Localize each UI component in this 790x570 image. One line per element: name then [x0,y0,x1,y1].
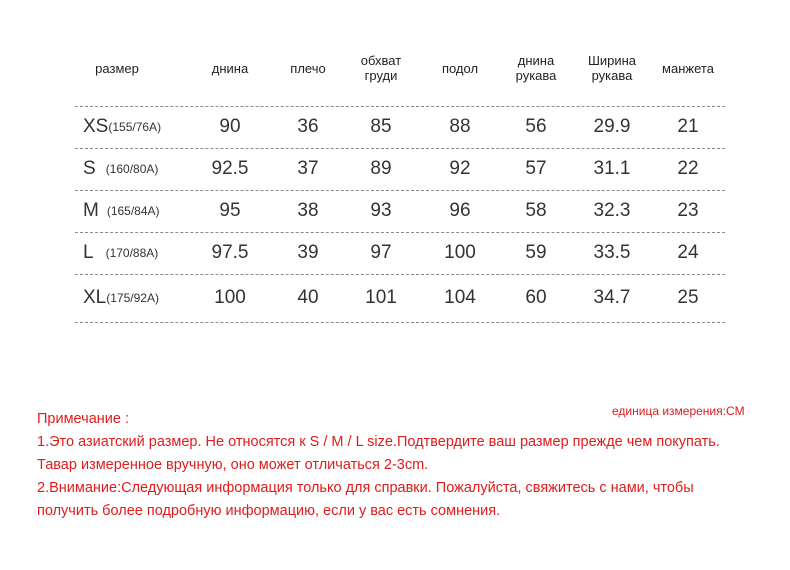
note-title: Примечание : [37,411,129,427]
size-name: XS [83,116,109,137]
size-code: (165/84A) [106,204,160,218]
note-line-3: 2.Внимание:Следующая информация только для справки. Пожалуйста, свяжитесь с нами, чтобы [37,480,694,496]
cell-chest: 93 [370,200,392,221]
table-row [75,190,725,232]
table-row [75,277,725,319]
size-name: XL [83,287,107,308]
cell-sleeve-width: 31.1 [593,158,631,179]
table-row [75,232,725,274]
cell-length: 92.5 [211,158,249,179]
cell-shoulder: 36 [297,116,319,137]
cell-cuff: 22 [677,158,699,179]
cell-sleeve-length: 59 [525,242,547,263]
note-line-4: получить более подробную информацию, если у вас есть сомнения. [37,503,501,519]
header-cuff: манжета [662,60,714,76]
cell-sleeve-width: 33.5 [593,242,631,263]
size-label [83,106,161,148]
cell-sleeve-length: 60 [525,287,547,308]
note-line-2: Тавар измеренное вручную, оно может отличаться 2-3cm. [37,457,429,473]
size-label [83,232,158,274]
unit-label: единица измерения:CM [612,404,745,418]
size-label [83,190,160,232]
cell-chest: 85 [370,116,392,137]
cell-sleeve-length: 57 [525,158,547,179]
table-header [75,45,725,91]
separator-line [75,274,725,275]
size-name: L [83,242,94,263]
cell-hem: 88 [449,116,471,137]
cell-length: 100 [214,287,246,308]
cell-length: 90 [219,116,241,137]
cell-cuff: 23 [677,200,699,221]
cell-sleeve-width: 34.7 [593,287,631,308]
size-code: (170/88A) [105,246,159,260]
cell-hem: 96 [449,200,471,221]
size-name: M [83,200,99,221]
cell-cuff: 25 [677,287,699,308]
cell-length: 97.5 [211,242,249,263]
header-size: размер [95,60,139,76]
header-chest: обхват груди [360,53,402,83]
cell-chest: 101 [365,287,397,308]
cell-chest: 97 [370,242,392,263]
cell-chest: 89 [370,158,392,179]
cell-shoulder: 37 [297,158,319,179]
cell-sleeve-length: 58 [525,200,547,221]
cell-sleeve-length: 56 [525,116,547,137]
cell-length: 95 [219,200,241,221]
cell-sleeve-width: 29.9 [593,116,631,137]
header-sleeve-length: днина рукава [515,53,557,83]
header-sleeve-width: Ширина рукава [587,53,637,83]
cell-hem: 104 [444,287,476,308]
size-label [83,277,159,319]
table-row [75,106,725,148]
separator-line [75,322,725,323]
header-shoulder: плечо [290,60,326,76]
cell-cuff: 21 [677,116,699,137]
cell-cuff: 24 [677,242,699,263]
header-hem: подол [441,60,479,76]
size-code: (155/76A) [108,120,162,134]
cell-hem: 92 [449,158,471,179]
note-line-1: 1.Это азиатский размер. Не относятся к S / M / L size.Подтвердите ваш размер прежде чем покупать. [37,434,720,450]
cell-shoulder: 38 [297,200,319,221]
cell-shoulder: 39 [297,242,319,263]
size-name: S [83,158,96,179]
cell-hem: 100 [444,242,476,263]
table-row [75,148,725,190]
size-label [83,148,158,190]
cell-shoulder: 40 [297,287,319,308]
size-code: (175/92A) [106,291,159,305]
header-length: днина [211,60,249,76]
size-code: (160/80A) [105,162,159,176]
cell-sleeve-width: 32.3 [593,200,631,221]
